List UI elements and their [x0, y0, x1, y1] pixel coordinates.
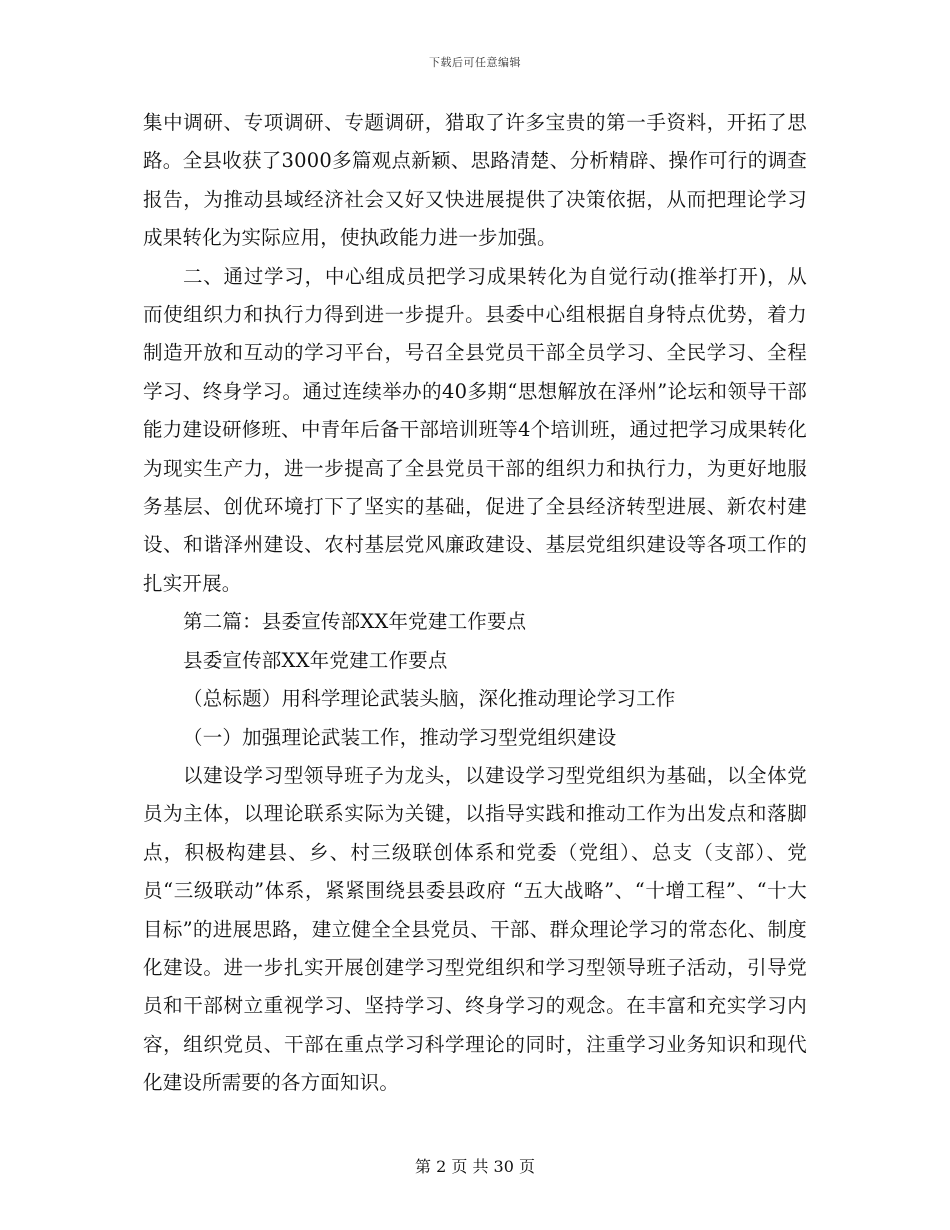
subsection-heading: （一）加强理论武装工作，推动学习型党组织建设	[183, 725, 617, 749]
paragraph-section-two: 二、通过学习，中心组成员把学习成果转化为自觉行动(推举打开)，从而使组织力和执行力得到进一步提升。县委中心组根据自身特点优势，着力制造开放和互动的学习平台，号召全县党员干部全员学习、全民学习、全程学习、终身学习。通过连续举办的40多期“思想解放在泽州”论坛和领导干部能力建设研修班、中青年后备干部培训班等4个培训班，通过把学习成果转化为现实生产力，进一步提高了全县党员干部的组织力和执行力，为更好地服务基层、创优环境打下了坚实的基础，促进了全县经济转型进展、新农村建设、和谐泽州建设、农村基层党风廉政建设、基层党组织建设等各项工作的扎实开展。	[143, 264, 807, 595]
document-title: 县委宣传部XX年党建工作要点	[183, 648, 448, 672]
paragraph-continued: 集中调研、专项调研、专题调研，猎取了许多宝贵的第一手资料，开拓了思路。全县收获了3000多篇观点新颖、思路清楚、分析精辟、操作可行的调查报告，为推动县域经济社会又好又快进展提供了决策依据，从而把理论学习成果转化为实际应用，使执政能力进一步加强。	[143, 111, 807, 250]
page-header: 下载后可任意编辑	[429, 56, 521, 69]
page-number: 第 2 页 共 30 页	[415, 1157, 535, 1176]
chapter-heading: 第二篇：县委宣传部XX年党建工作要点	[183, 610, 527, 634]
general-heading: （总标题）用科学理论武装头脑，深化推动理论学习工作	[183, 687, 676, 711]
paragraph-body: 以建设学习型领导班子为龙头，以建设学习型党组织为基础，以全体党员为主体，以理论联系实际为关键，以指导实践和推动工作为出发点和落脚点，积极构建县、乡、村三级联创体系和党委（党组）、总支（支部）、党员“三级联动”体系，紧紧围绕县委县政府 “五大战略”、“十增工程”、“十大目标”的进展思路，建立健全全县党员、干部、群众理论学习的常态化、制度化建设。进一步扎实开展创建学习型党组织和学习型领导班子活动，引导党员和干部树立重视学习、坚持学习、终身学习的观念。在丰富和充实学习内容，组织党员、干部在重点学习科学理论的同时，注重学习业务知识和现代化建设所需要的各方面知识。	[143, 763, 807, 1095]
document-body	[143, 104, 807, 1103]
